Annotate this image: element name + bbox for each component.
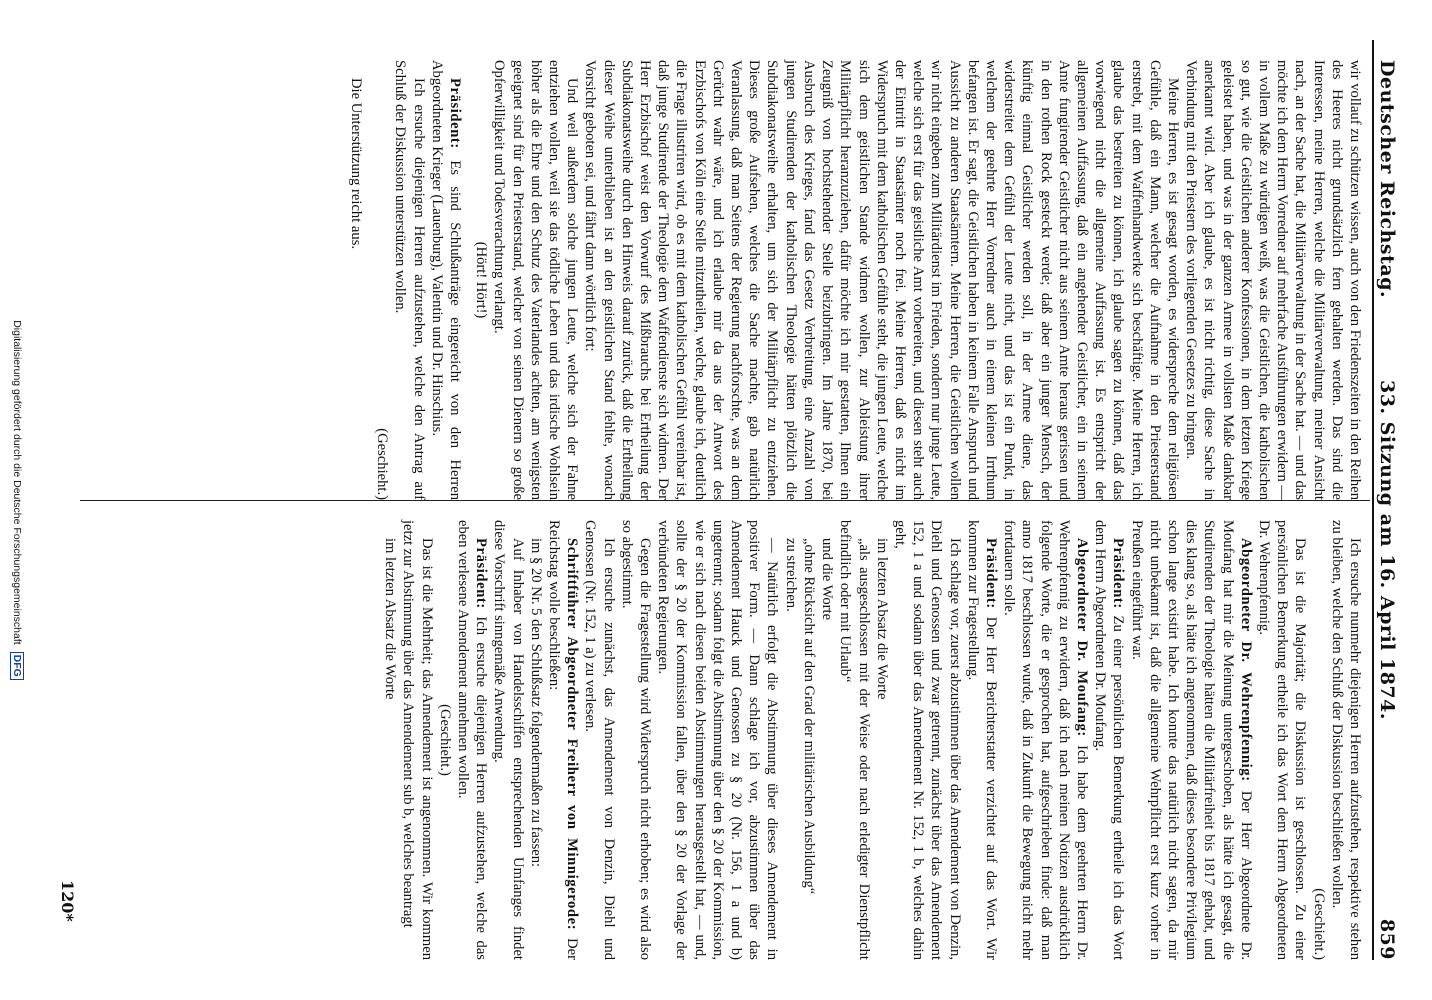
header-title: Deutscher Reichstag.	[1376, 60, 1398, 299]
text-paragraph: wir vollauf zu schützen wissen, auch von den Friedenszeiten in den Reihen des Heeres nicht grundsätzlich fern gehalten werden. Das sind die Interessen, meine Herren, welche die Militärverwaltung, meiner Ansicht nach, an der Sache hat, die Militärverwaltung in der Sache hat. — und das möchte ich dem Herrn Vorredner auf mehrfache Ausführungen erwidern — in vollem Maße zu würdigen weiß, was die Geistlichen, die katholischen so gut, wie die Geistlichen anderer Konfessionen, in dem letzten Kriege geleistet haben, und was in der ganzen Armee in vollsten Maße dankbar anerkannt wird. Aber ich glaube, es ist nicht richtig, diese Sache in Verbindung mit den Priestern des vorliegenden Gesetzes zu bringen.	[1183, 60, 1363, 500]
speech-text: Es sind Schlußanträge eingereicht von den Herren Abgeordneten Krieger (Lauenburg), Valentin und Dr. Hinschius.	[428, 60, 464, 500]
funding-note	[10, 0, 24, 1000]
text-paragraph: Das ist die Mehrheit; das Amendement ist angenommen. Wir kommen jetzt zur Abstimmung über das Amendement sub b, welches beantragt	[400, 520, 435, 960]
left-column	[347, 60, 1364, 500]
stage-note: (Geschieht.)	[436, 704, 453, 776]
speech-paragraph	[1091, 520, 1127, 960]
text-paragraph: Ich schlage vor, zuerst abzustimmen über das Amendement von Denzin, Diehl und Genossen und zwar getrennt, zunächst über das Amendement 152, 1 a und sodann über das Amendement Nr. 152, 1 b, welches dahin geht,	[891, 520, 963, 960]
stage-note: (Geschieht.)	[1310, 888, 1327, 960]
text-paragraph: zu streichen.	[782, 538, 799, 612]
speech-paragraph	[964, 520, 1000, 960]
right-column	[381, 520, 1364, 960]
page-number: 859	[1376, 918, 1398, 960]
stage-note: (Geschieht.)	[374, 428, 391, 500]
speech-text: Ich habe dem geehrten Herrn Dr. Wehrenpfennig zu erwidern, daß ich nach meinen Notizen ausdrücklich folgende Worte, die er gesprochen hat, aufgeschrieben finde: daß man anno 1817 beschlossen wurde, daß in Zukunft die Bewegung nicht mehr fortdauern solle.	[1001, 520, 1090, 960]
text-paragraph	[365, 60, 373, 500]
speech-paragraph	[454, 520, 490, 960]
text-paragraph: im letzten Absatz die Worte	[382, 538, 399, 700]
speaker-name: Schriftführer Abgeordneter Freiherr von Minnigerode:	[564, 538, 581, 931]
speech-text: Zu einer persönlichen Bemerkung ertheile ich das Wort dem Herrn Abgeordneten Dr. Moufang.	[1092, 520, 1127, 960]
text-paragraph: Auf Inhaber von Handelsschiffen entsprechenden Umfanges findet diese Vorschrift sinngemäße Anwendung.	[491, 520, 526, 960]
text-paragraph: im § 20 Nr. 5 den Schlußsatz folgendermaßen zu fassen:	[527, 538, 544, 868]
text-paragraph: „als ausgeschlossen mit der Weise oder nach erledigter Dienstpflicht befindlich oder mit Urlaub“	[837, 520, 872, 960]
text-paragraph	[464, 60, 472, 500]
text-paragraph: im letzten Absatz die Worte	[873, 538, 890, 700]
text-paragraph: und die Worte	[819, 538, 836, 621]
text-paragraph: Gegen die Fragestellung wird Widerspruch nicht erhoben; es wird also so abgestimmt.	[618, 520, 654, 960]
text-paragraph: Ich ersuche zunächst, das Amendement von Denzin, Diehl und Genossen (Nr. 152, 1 a) zu verlesen.	[582, 520, 617, 960]
speaker-name: Präsident:	[447, 78, 464, 149]
text-paragraph: Das ist die Majorität; die Diskussion ist geschlossen. Zu einer persönlichen Bemerkung ertheile ich das Wort dem Herrn Abgeordneten Dr. Wehrenpfennig.	[1255, 520, 1309, 960]
header-session: 33. Sitzung am 16. April 1874.	[1376, 380, 1398, 720]
speech-paragraph	[428, 60, 464, 500]
text-paragraph: „ohne Rücksicht auf den Grad der militärischen Ausbildung“	[800, 538, 817, 895]
dfg-logo: DFG	[10, 652, 24, 680]
speaker-name: Abgeordneter Dr. Moufang:	[1073, 538, 1090, 737]
speaker-name: Präsident:	[1110, 538, 1127, 609]
speech-paragraph	[1127, 520, 1254, 960]
speech-text: Der Herr Abgeordnete Dr. Moufang hat mir die Meinung untergeschoben, als hätte ich gesagt, die Studirenden der Theologie hätten die Militärfreiheit bis 1817 gehabt, und dies klang so, als hätte ich angenommen, daß dieses besondere Privilegium schon lange existirt habe. Ich konnte das natürlich nicht sagen, da mir nicht unbekannt ist, daß die allgemeine Wehrpflicht erst kurz vorher in Preußen eingeführt war.	[1128, 520, 1254, 960]
speech-paragraph	[1000, 520, 1091, 960]
speaker-name: Präsident:	[473, 538, 490, 609]
sheet-marker: 120*	[58, 880, 77, 922]
text-paragraph: Und weil außerdem solche jungen Leute, welche sich der Fahne entziehen wollen, weil sie das tödliche Leben und das irdische Wohlsein höher als die Ehre und den Schutz des Vaterlandes achten, am wenigsten geeignet sind für den Priesterstand, welcher von seinen Dienern so große Opferwilligkeit und Todesverachtung verlangt.	[491, 60, 581, 500]
speaker-name: Präsident:	[982, 538, 999, 609]
speech-text: Der Herr Berichterstatter verzichtet auf das Wort. Wir kommen zur Fragestellung.	[964, 520, 999, 960]
text-paragraph: Ich ersuche diejenigen Herren aufzustehen, welche den Antrag auf Schluß der Diskussion unterstützen wollen.	[392, 60, 427, 500]
speech-paragraph	[545, 520, 581, 960]
speech-text: Ich ersuche diejenigen Herren aufzustehen, welche das eben verlesene Amendement annehmen wollen.	[455, 520, 490, 960]
text-paragraph: — Natürlich erfolgt die Abstimmung über dieses Amendement in positiver Form. — Dann schlage ich vor, abzustimmen über das Amendement Hauck und Genossen zu § 20 (Nr. 156, 1 a und b) ungetrennt; sodann folgt die Abstimmung über den § 20 der Kommission, wie er sich nach diesen beiden Abstimmungen herausgestellt hat, — und, sollte der § 20 der Kommission fallen, über den § 20 der Vorlage der verbündeten Regierungen.	[655, 520, 781, 960]
column-divider	[80, 500, 1370, 501]
page-header	[1370, 60, 1410, 960]
speaker-name: Abgeordneter Dr. Wehrenpfennig:	[1237, 538, 1254, 782]
funding-note-text: Digitalisierung gefördert durch die Deutsche Forschungsgemeinschaft	[11, 320, 23, 645]
stage-note: (Hört! Hört!)	[473, 241, 490, 319]
speech-text: Der Reichstag wolle beschließen:	[546, 520, 581, 961]
text-paragraph: Ich ersuche nunmehr diejenigen Herren aufzustehen, respektive stehen zu bleiben, welche den Schluß der Diskussion beschließen wollen.	[1328, 520, 1363, 960]
header-rule	[1372, 40, 1374, 960]
text-paragraph: Die Unterstützung reicht aus.	[348, 78, 365, 250]
text-paragraph: Meine Herren, es ist gesagt worden, es widerspreche dem religiösen Gefühle, daß ein Mann, welcher die Aufnahme in den Priesterstand erstrebt, mit dem Waffenhandwerke sich beschäftige. Meine Herren, ich glaube das bestreiten zu können, ich glaube sagen zu können, daß das vorwiegend nicht die allgemeine Auffassung ist. Es entspricht der allgemeinen Auffassung, daß ein angehender Geistlicher, ein in seinem Amte fungirender Geistlicher nicht aus seinem Amte heraus gerissen und in den rothen Rock gesteckt werde; daß aber ein junger Mensch, der künftig einmal Geistlicher werden soll, in der Armee diene, das widerstreitet dem Gefühl der Leute nicht, und das ist ein Punkt, in welchem der geehrte Herr Vorredner auch in einem kleinen Irrthum befangen ist. Er sagt, die Geistlichen haben in keinem Falle Anspruch und Aussicht zu anderen Staatsämtern. Meine Herren, die Geistlichen wollen wir nicht eingeben zum Militärdienst im Frieden, sondern nur junge Leute, welche sich erst für das geistliche Amt vorbereiten, und diesen steht auch der Eintritt in Staatsämter noch frei. Meine Herren, daß es nicht im Widerspruch mit dem katholischen Gefühle steht, die jungen Leute, welche sich dem geistlichen Stande widmen wollen, zur Ableistung ihrer Militärpflicht heranzuziehen, dafür möchte ich mir gestatten, Ihnen ein Zeugniß von hochstehender Stelle beizubringen. Im Jahre 1870, bei Ausbruch des Krieges, fand das Gesetz Verbreitung, eine Anzahl von jungen Studirenden der katholischen Theologie hätten plötzlich die Subdiakonatsweihe erhalten, um sich der Militärpflicht zu entziehen. Dieses große Aufsehen, welches die Sache machte, gab natürlich Veranlassung, daß man Seitens der Regierung nachforschte, was an dem Gerücht wahr wäre, und ich erlaube mir da aus der Antwort des Erzbischofs von Köln eine Stelle mitzutheilen, welche, glaube ich, deutlich die Frage illustriren wird, ob es mit dem katholischen Gefühl vereinbar ist, daß junge Studirende der Theologie dem Waffendienste sich widmen. Der Herr Erzbischof weist den Vorwurf des Mißbrauchs bei Ertheilung der Subdiakonatsweihe durch den Hinweis darauf zurück, daß die Ertheilung dieser Weihe unterblieben ist an den geistlichen Stand fehlte, wonach Vorsicht geboten sei, und fährt dann wörtlich fort:	[582, 60, 1181, 500]
